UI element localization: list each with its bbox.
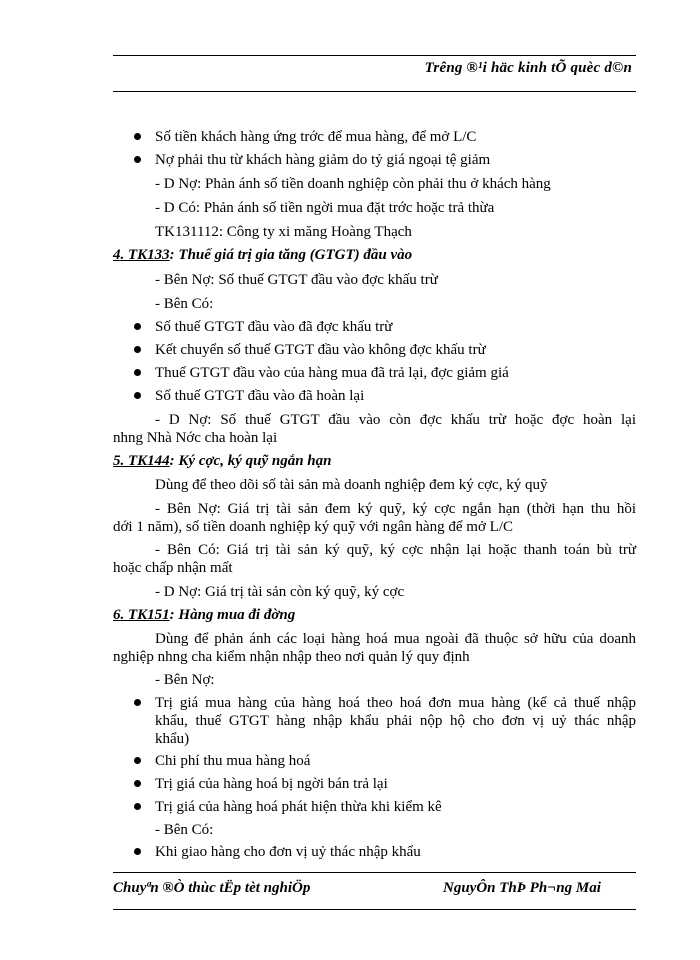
header-title: Trêng ®¹i häc kinh tÕ quèc d©n: [424, 60, 632, 76]
list-item: Nợ phải thu từ khách hàng giảm do tỷ giá ngoại tệ giảm: [155, 152, 491, 168]
list-item: Khi giao hàng cho đơn vị uỷ thác nhập khẩu: [155, 844, 421, 860]
text-line: Dùng để phản ánh các loại hàng hoá mua ngoài đã thuộc sở hữu của doanh: [155, 631, 636, 647]
text-line: - Bên Có: Giá trị tài sản ký quỹ, ký cợc nhận lại hoặc thanh toán bù trừ: [155, 542, 636, 558]
footer-rule-bottom: [113, 909, 636, 910]
text-line: Trị giá mua hàng của hàng hoá theo hoá đơn mua hàng (kể cả thuế nhập: [155, 695, 636, 711]
paragraph: [113, 500, 636, 536]
paragraph: [113, 630, 636, 666]
footer-left-text: Chuyªn ®Ò thùc tËp tèt nghiÖp: [113, 880, 311, 896]
section-title: : Hàng mua đi đờng: [169, 607, 296, 623]
list-item: Chi phí thu mua hàng hoá: [155, 753, 311, 769]
text-line: dới 1 năm), số tiền doanh nghiệp ký quỹ với ngân hàng để mở L/C: [113, 519, 513, 535]
text-line: khẩu, thuế GTGT hàng nhập khẩu phải nộp hộ cho đơn vị uỷ thác nhập: [155, 713, 636, 729]
paragraph: Dùng để theo dõi số tài sản mà doanh nghiệp đem ký cợc, ký quỹ: [155, 477, 548, 493]
list-item: Trị giá của hàng hoá phát hiện thừa khi kiểm kê: [155, 799, 442, 815]
paragraph: - Bên Nợ: Số thuế GTGT đầu vào đợc khấu trừ: [155, 272, 438, 288]
paragraph: - Bên Nợ:: [155, 672, 215, 688]
section-title: : Thuế giá trị gia tăng (GTGT) đầu vào: [169, 247, 413, 263]
section-number: 6. TK151: [113, 607, 170, 623]
text-line: - Bên Nợ: Giá trị tài sản đem ký quỹ, ký cợc ngắn hạn (thời hạn thu hồi: [155, 501, 636, 517]
list-item: [155, 694, 636, 748]
paragraph: - D Nợ: Giá trị tài sản còn ký quỹ, ký cợc: [155, 584, 405, 600]
paragraph: - D Nợ: Phản ánh số tiền doanh nghiệp còn phải thu ở khách hàng: [155, 176, 551, 192]
list-item: Trị giá của hàng hoá bị ngời bán trả lại: [155, 776, 388, 792]
footer-rule-top: [113, 872, 636, 873]
section-title: : Ký cợc, ký quỹ ngắn hạn: [169, 453, 332, 469]
footer-author: NguyÔn ThÞ Ph¬ng Mai: [443, 880, 601, 896]
section-number: 4. TK133: [113, 247, 170, 263]
section-heading-tk144: [113, 452, 331, 470]
text-line: - D Nợ: Số thuế GTGT đầu vào còn đợc khấu trừ hoặc đợc hoàn lại: [155, 412, 636, 428]
header-rule-bottom: [113, 91, 636, 92]
section-heading-tk151: [113, 606, 295, 624]
paragraph: - Bên Có:: [155, 822, 214, 838]
section-heading-tk133: [113, 246, 412, 264]
text-line: khẩu): [155, 731, 190, 747]
list-item: Kết chuyển số thuế GTGT đầu vào không đợc khấu trừ: [155, 342, 486, 358]
text-line: nghiệp nhng cha kiểm nhận nhập theo nơi quản lý quy định: [113, 649, 470, 665]
paragraph: - D Có: Phản ánh số tiền ngời mua đặt trớc hoặc trả thừa: [155, 200, 495, 216]
list-item: Số thuế GTGT đầu vào đã đợc khấu trừ: [155, 319, 393, 335]
list-item: Số thuế GTGT đầu vào đã hoàn lại: [155, 388, 365, 404]
paragraph: [113, 541, 636, 577]
paragraph: - Bên Có:: [155, 296, 214, 312]
paragraph: [113, 411, 636, 447]
list-item: Số tiền khách hàng ứng trớc để mua hàng, để mở L/C: [155, 129, 477, 145]
paragraph: TK131112: Công ty xi măng Hoàng Thạch: [155, 224, 412, 240]
header-rule-top: [113, 55, 636, 56]
text-line: hoặc chấp nhận mất: [113, 560, 233, 576]
section-number: 5. TK144: [113, 453, 170, 469]
list-item: Thuế GTGT đầu vào của hàng mua đã trả lại, đợc giảm giá: [155, 365, 509, 381]
text-line: nhng Nhà Nớc cha hoàn lại: [113, 430, 278, 446]
